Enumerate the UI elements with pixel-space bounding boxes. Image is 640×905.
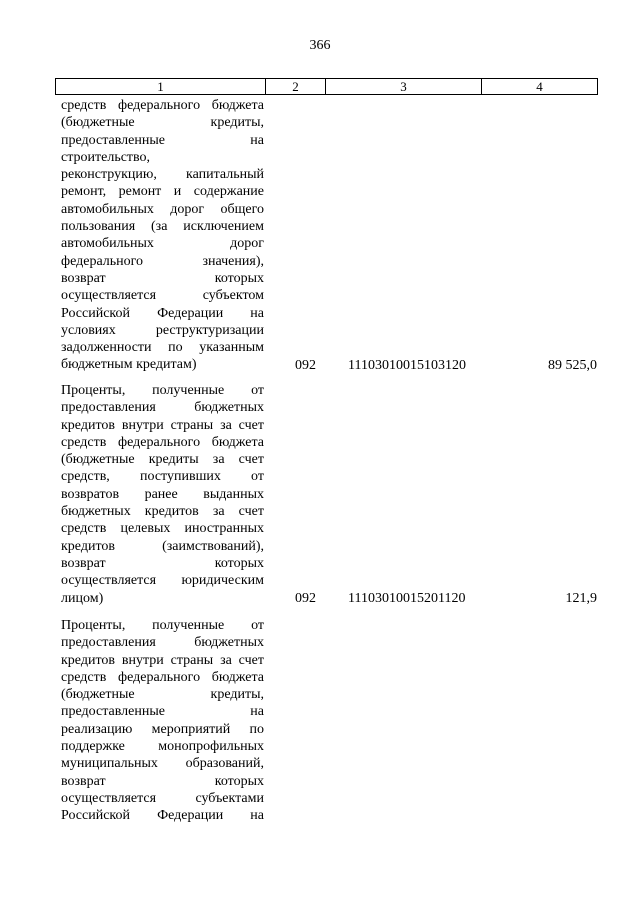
row-description: [61, 97, 264, 374]
description-line: средств федерального бюджета: [61, 669, 264, 685]
description-line: осуществляется субъектом: [61, 288, 264, 304]
description-line: пользования (за исключением: [61, 219, 264, 235]
description-line: возвратов ранее выданных: [61, 486, 264, 502]
description-line: муниципальных образований,: [61, 756, 264, 772]
description-line: автомобильных дорог общего: [61, 201, 264, 217]
description-line: средств федерального бюджета: [61, 98, 264, 113]
description-line: (бюджетные кредиты,: [61, 687, 264, 703]
description-line: реконструкцию, капитальный: [61, 167, 264, 183]
description-line: предоставления бюджетных: [61, 400, 264, 416]
description-line: строительство,: [61, 149, 151, 165]
description-line: условиях реструктуризации: [61, 322, 264, 338]
description-line: реализацию мероприятий по: [61, 721, 264, 737]
description-line: ремонт, ремонт и содержание: [61, 184, 264, 200]
description-line: кредитов внутри страны за счет: [61, 417, 264, 433]
description-line: кредитов внутри страны за счет: [61, 652, 264, 668]
description-line: лицом): [61, 590, 104, 606]
description-line: предоставления бюджетных: [61, 635, 264, 651]
header-cell-1: 1: [56, 79, 266, 94]
description-line: автомобильных дорог: [61, 236, 264, 252]
table-header-row: [55, 78, 598, 95]
description-line: предоставленные на: [61, 704, 264, 720]
description-line: Проценты, полученные от: [61, 383, 264, 398]
description-line: возврат которых: [61, 773, 264, 789]
description-line: предоставленные на: [61, 132, 264, 148]
description-line: Проценты, полученные от: [61, 618, 264, 633]
header-cell-4: 4: [536, 79, 543, 94]
row-code: 092: [295, 357, 316, 373]
description-line: средств, поступивших от: [61, 469, 264, 485]
description-line: кредитов (заимствований),: [61, 538, 264, 554]
description-line: средств целевых иностранных: [61, 521, 264, 537]
row-kbk: 11103010015201120: [348, 590, 466, 606]
row-kbk: 11103010015103120: [348, 357, 466, 373]
description-line: возврат которых: [61, 270, 264, 286]
description-line: осуществляется юридическим: [61, 573, 264, 589]
header-cell-2: 2: [266, 79, 326, 94]
header-cell-3: 3: [326, 79, 482, 94]
description-line: Российской Федерации на: [61, 808, 264, 824]
description-line: Российской Федерации на: [61, 305, 264, 321]
description-line: (бюджетные кредиты,: [61, 115, 264, 131]
row-description: [61, 617, 264, 825]
description-line: федерального значения),: [61, 253, 264, 269]
description-line: осуществляется субъектами: [61, 790, 264, 806]
row-code: 092: [295, 590, 316, 606]
description-line: задолженности по указанным: [61, 340, 264, 356]
row-description: [61, 382, 264, 607]
description-line: поддержке монопрофильных: [61, 739, 264, 755]
description-line: средств федерального бюджета: [61, 434, 264, 450]
description-line: возврат которых: [61, 555, 264, 571]
description-line: бюджетных кредитов за счет: [61, 504, 264, 520]
row-amount: 89 525,0: [548, 357, 597, 373]
description-line: (бюджетные кредиты за счет: [61, 452, 264, 468]
page-number: 366: [309, 38, 331, 53]
row-amount: 121,9: [565, 590, 597, 606]
description-line: бюджетным кредитам): [61, 357, 197, 373]
